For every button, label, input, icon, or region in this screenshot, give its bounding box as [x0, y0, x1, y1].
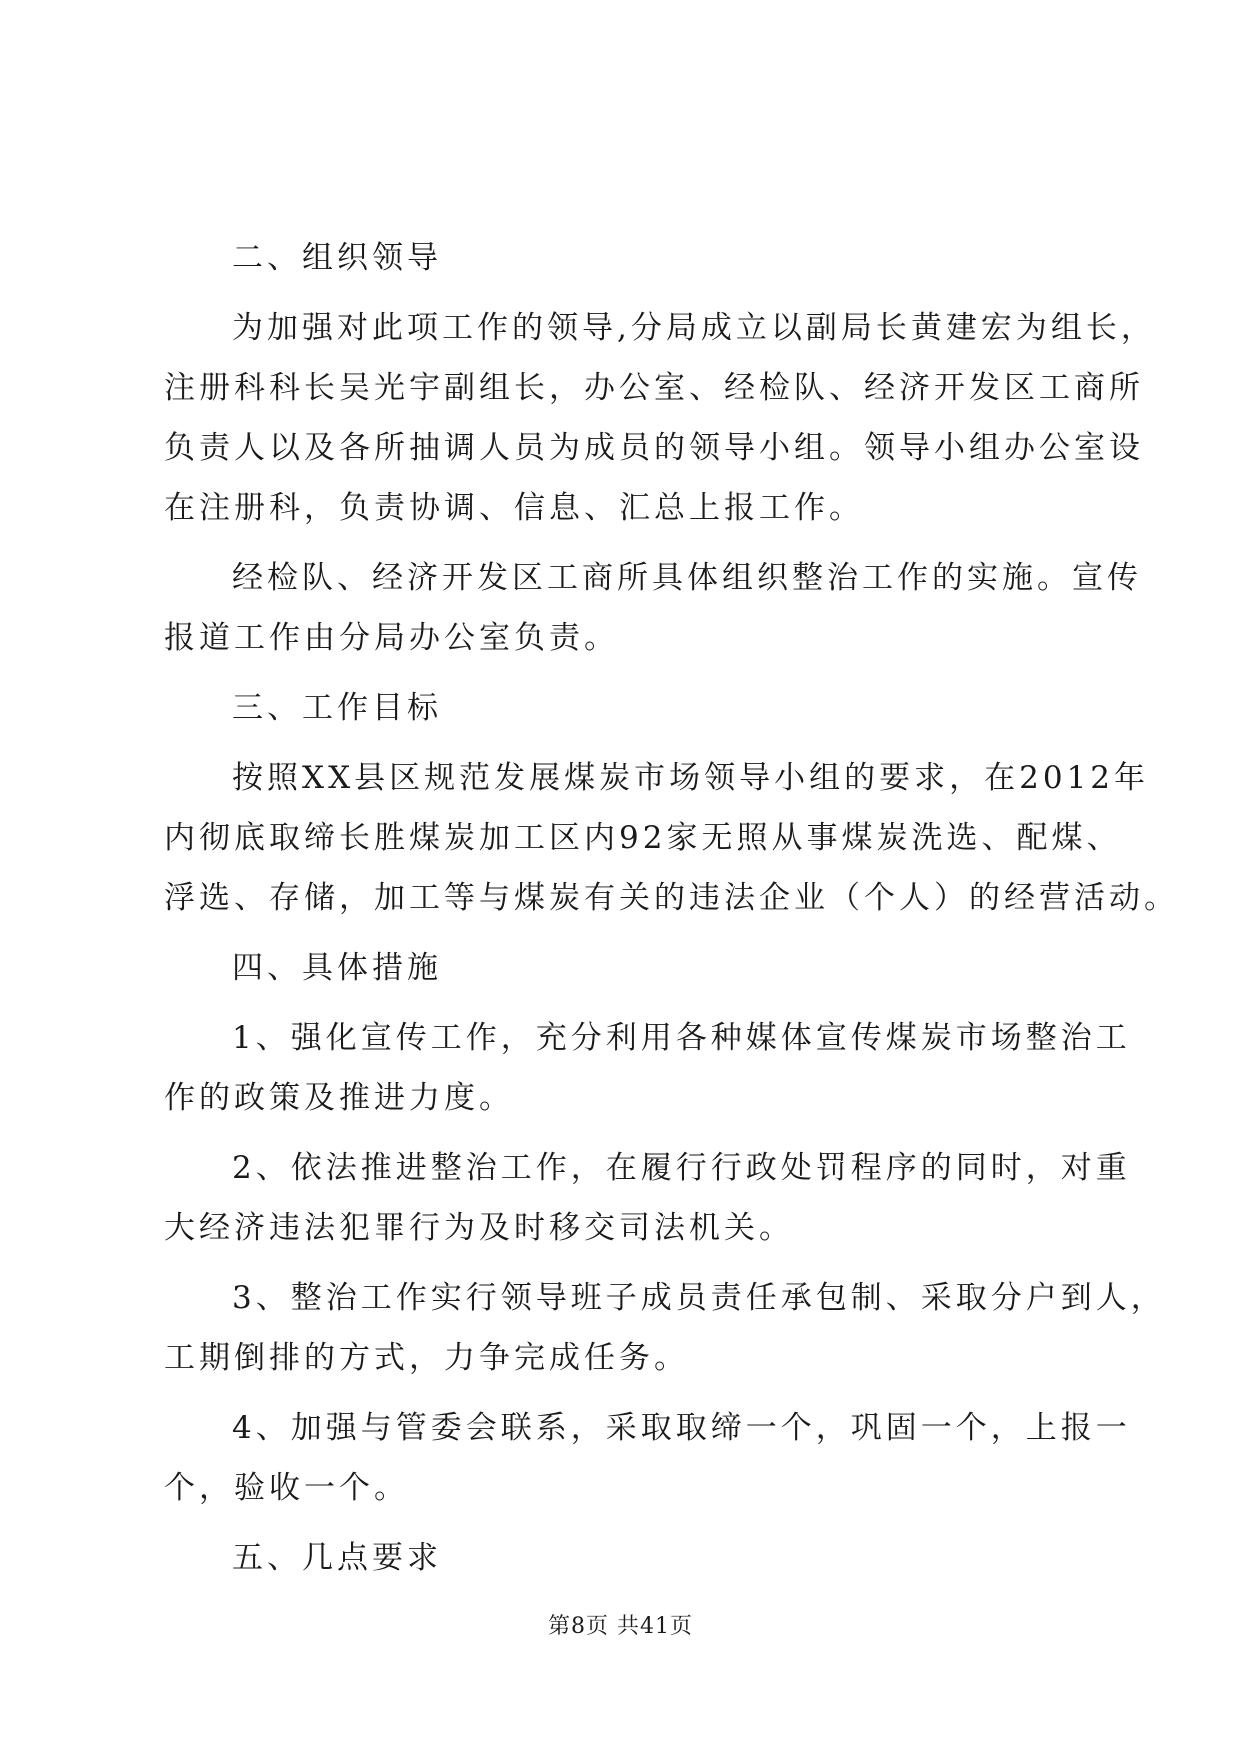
paragraph-line: 3、整治工作实行领导班子成员责任承包制、采取分户到人，	[232, 1280, 1166, 1316]
paragraph-line: 1、强化宣传工作，充分利用各种媒体宣传煤炭市场整治工	[232, 1020, 1131, 1056]
paragraph-line: 按照XX县区规范发展煤炭市场领导小组的要求，在2012年	[232, 760, 1150, 796]
paragraph-line: 浮选、存储，加工等与煤炭有关的违法企业（个人）的经营活动。	[164, 880, 1179, 916]
section-heading-organization: 二、组织领导	[232, 240, 442, 276]
paragraph-line: 为加强对此项工作的领导,分局成立以副局长黄建宏为组长，	[232, 310, 1156, 346]
paragraph-line: 作的政策及推进力度。	[164, 1080, 514, 1116]
paragraph-line: 经检队、经济开发区工商所具体组织整治工作的实施。宣传	[232, 560, 1142, 596]
section-heading-goals: 三、工作目标	[232, 690, 442, 726]
paragraph-line: 大经济违法犯罪行为及时移交司法机关。	[164, 1210, 794, 1246]
paragraph-line: 工期倒排的方式，力争完成任务。	[164, 1340, 689, 1376]
page-number-footer: 第8页 共41页	[548, 1614, 693, 1639]
section-heading-measures: 四、具体措施	[232, 950, 442, 986]
paragraph-line: 注册科科长吴光宇副组长，办公室、经检队、经济开发区工商所	[164, 370, 1144, 406]
paragraph-line: 个，验收一个。	[164, 1470, 409, 1506]
paragraph-line: 2、依法推进整治工作，在履行行政处罚程序的同时，对重	[232, 1150, 1131, 1186]
paragraph-line: 负责人以及各所抽调人员为成员的领导小组。领导小组办公室设	[164, 430, 1144, 466]
paragraph-line: 报道工作由分局办公室负责。	[164, 620, 619, 656]
section-heading-requirements: 五、几点要求	[232, 1540, 442, 1576]
paragraph-line: 内彻底取缔长胜煤炭加工区内92家无照从事煤炭洗选、配煤、	[164, 820, 1122, 856]
paragraph-line: 在注册科，负责协调、信息、汇总上报工作。	[164, 490, 864, 526]
paragraph-line: 4、加强与管委会联系，采取取缔一个，巩固一个，上报一	[232, 1410, 1131, 1446]
